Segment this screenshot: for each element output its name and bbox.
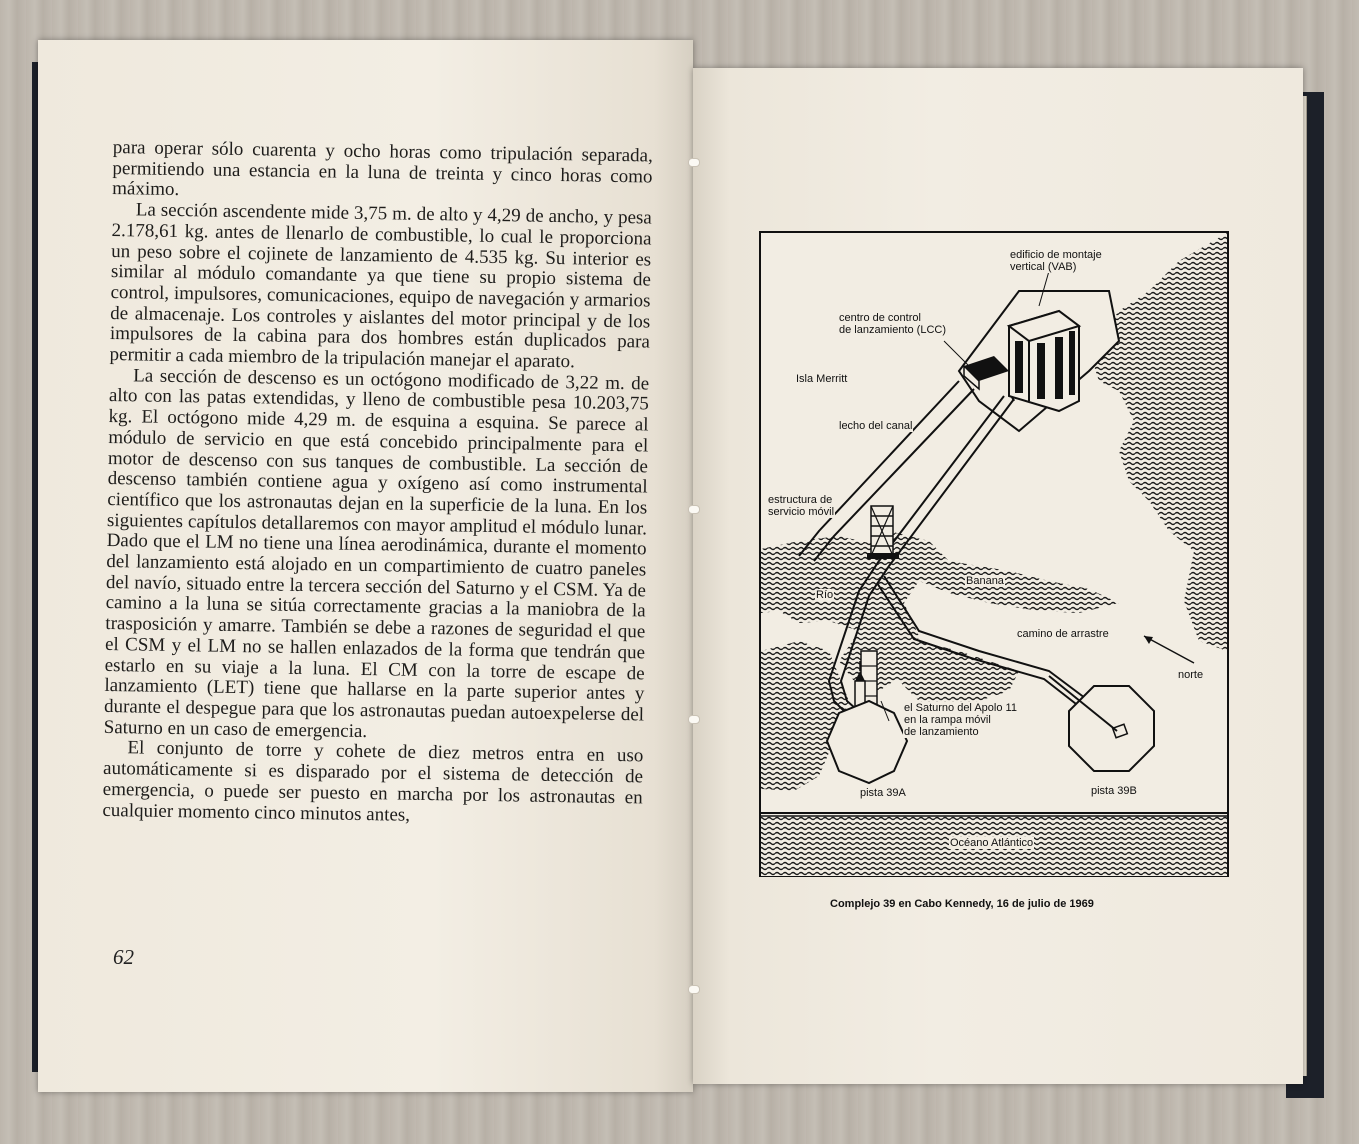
label-pad-39a: pista 39A [860, 787, 906, 799]
figure-caption: Complejo 39 en Cabo Kennedy, 16 de julio de 1969 [830, 898, 1094, 910]
paragraph-2: La sección ascendente mide 3,75 m. de alto y 4,29 de ancho, y pesa 2.178,61 kg. antes de llenarlo de combustible, lo cual le proporciona un peso sobre el cojinete de lanzamiento de 4.535 kg. Su interior es similar al módulo comandante ya que tiene su propio sistema de control, impulsores, comunicaciones, equipo de navegación y armarios de almacenaje. Los controles y aislantes del motor principal y de los impulsores de la cabina para dos hombres están duplicados para permitir a cada miembro de la tripulación manejar el aparato. [109, 199, 652, 373]
label-vab: edificio de montaje vertical (VAB) [1010, 249, 1102, 273]
label-crawlerway: camino de arrastre [1017, 628, 1109, 640]
binding-stitch [688, 158, 700, 167]
label-merritt-island: Isla Merritt [796, 373, 848, 385]
body-text [102, 138, 653, 830]
binding-stitch [688, 715, 700, 724]
page-number: 62 [113, 945, 134, 969]
label-atlantic-ocean: Océano Atlántico [950, 837, 1034, 849]
binding-stitch [688, 985, 700, 994]
label-north: norte [1178, 669, 1204, 681]
label-saturn: el Saturno del Apolo 11 en la rampa móvil de lanzamiento [904, 702, 1017, 738]
paragraph-4: El conjunto de torre y cohete de diez metros entra en uso automáticamente si es disparado por el sistema de detección de emergencia, o puede ser puesto en marcha por los astronautas en cualquier momento cinco minutos antes, [102, 737, 644, 826]
label-banana: Banana [966, 575, 1004, 587]
pad-39b-outline [1069, 686, 1154, 771]
label-service-structure: estructura de servicio móvil [768, 494, 835, 518]
label-lcc: centro de control de lanzamiento (LCC) [839, 312, 946, 336]
pad-39a-outline [827, 701, 907, 783]
paragraph-1: para operar sólo cuarenta y ocho horas como tripulación separada, permitiendo una estancia en la luna de treinta y cinco horas como máximo. [112, 137, 653, 201]
label-rio: Río [816, 589, 834, 601]
vab-building [1009, 311, 1079, 411]
label-pad-39b: pista 39B [1091, 785, 1137, 797]
label-canal-bed: lecho del canal [839, 420, 913, 432]
launch-complex-map [759, 231, 1229, 877]
binding-stitch [688, 505, 700, 514]
paragraph-3: La sección de descenso es un octógono modificado de 3,22 m. de alto con las patas extendidas, y lleno de combustible pesa 10.203,75 kg. El octógono mide 4,29 m. de esquina a esquina. Se parece al módulo de servicio en que está concebido principalmente para el motor de descenso con sus tanques de combustible. La sección de descenso también contiene agua y oxígeno así como instrumental científico que los astronautas dejan en la superficie de la luna. En los siguientes capítulos detallaremos con mayor amplitud el módulo lunar. Dado que el LM no tiene una línea aerodinámica, durante el momento del lanzamiento está alojado en un compartimiento de cuatro paneles del navío, situado entre la tercera sección del Saturno y el CSM. Ya de camino a la luna se sitúa correctamente gracias a la maniobra de la trasposición y amarre. También se debe a razones de seguridad el que el CSM y el LM no se hallen enlazados de la forma que tendrán que estarlo en su viaje a la luna. El CM con la torre de escape de lanzamiento (LET) tiene que hallarse en la parte superior antes y durante el despegue para que los astronautas puedan autoexpelerse del Saturno en un caso de emergencia. [103, 365, 650, 742]
